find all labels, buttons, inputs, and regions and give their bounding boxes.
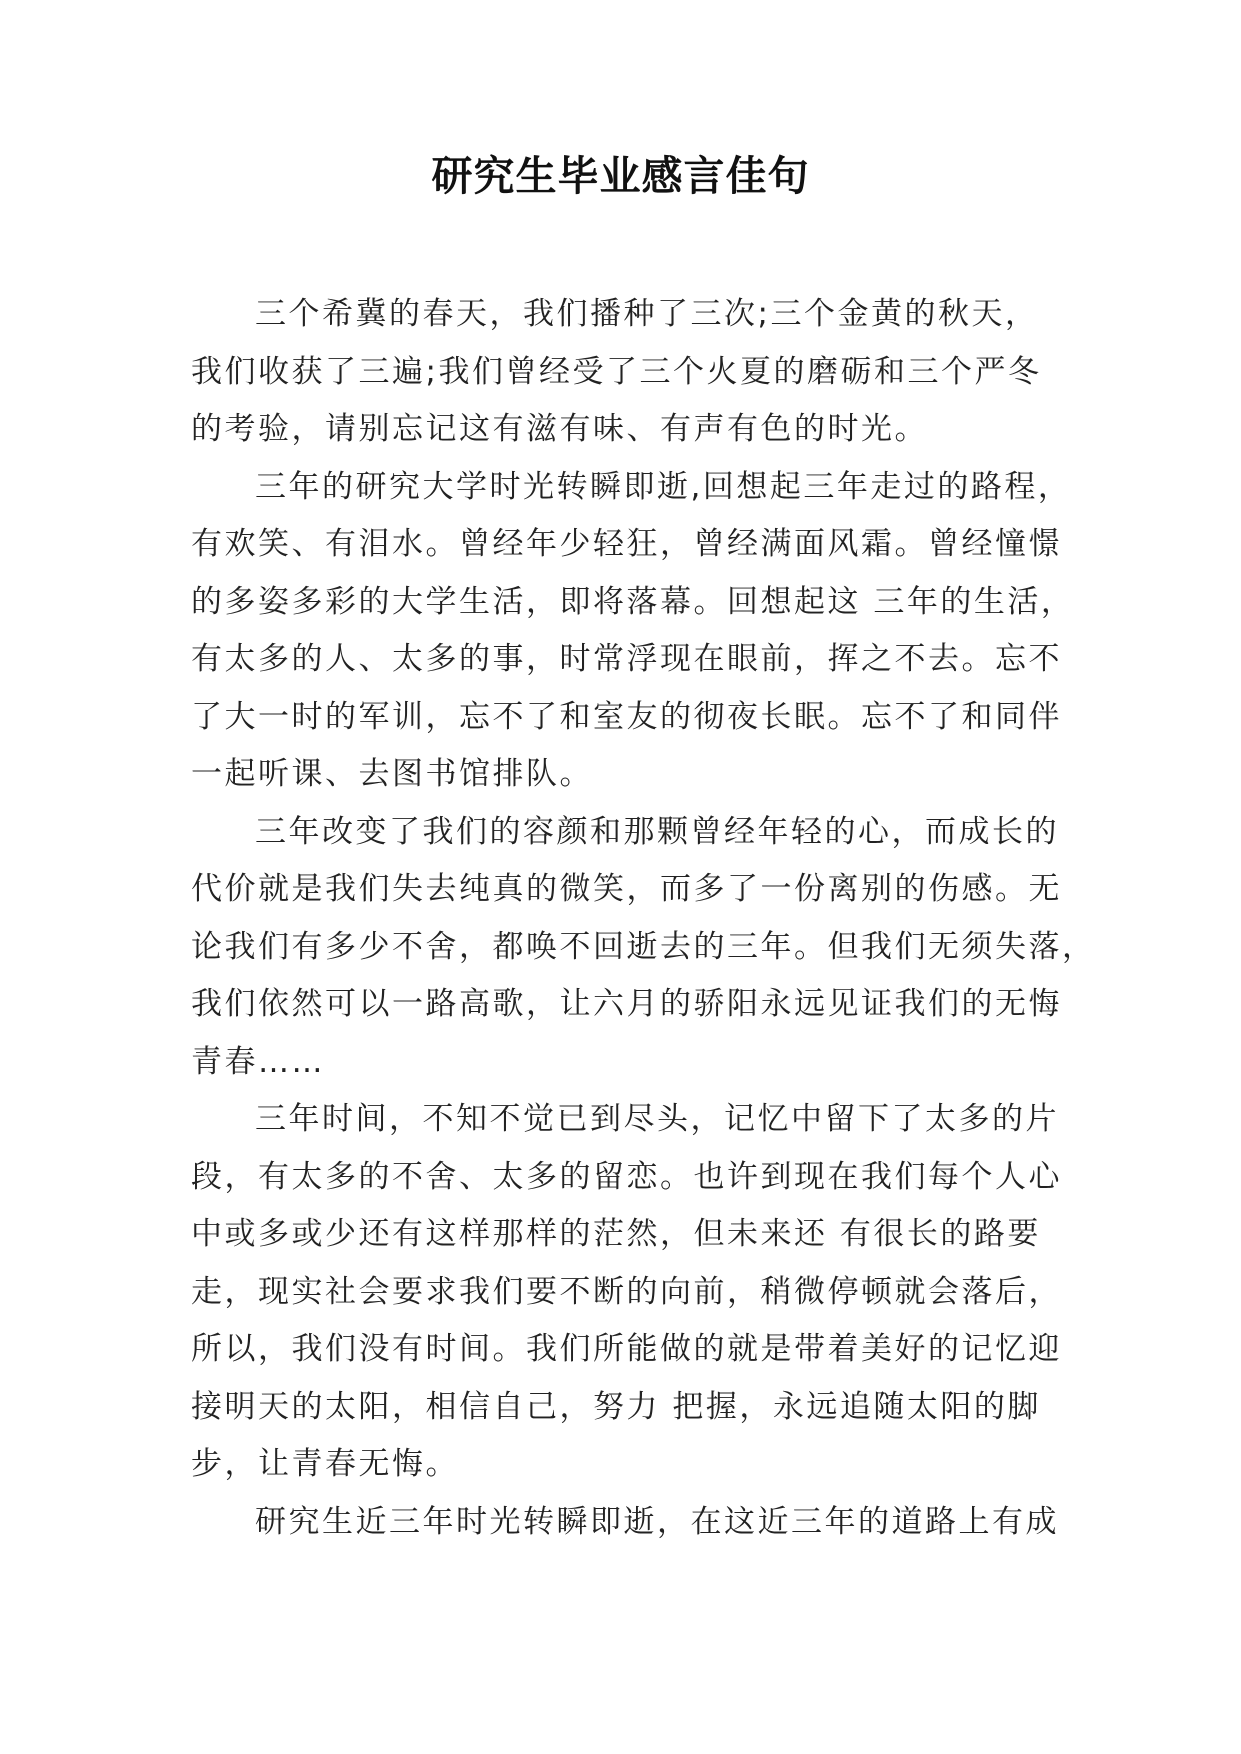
paragraph-1 (191, 286, 1051, 459)
paragraph-2 (191, 459, 1075, 804)
text-line: 我们收获了三遍;我们曾经受了三个火夏的磨砺和三个严冬 (191, 353, 1042, 390)
text-line: 步，让青春无悔。 (191, 1446, 459, 1482)
text-line: 代价就是我们失去纯真的微笑，而多了一份离别的伤感。无 (191, 871, 1062, 907)
page-title: 研究生毕业感言佳句 (431, 152, 810, 200)
text-line: 中或多或少还有这样那样的茫然，但未来还 有很长的路要 (191, 1216, 1041, 1252)
document-body (191, 286, 1096, 1551)
text-line: 的考验，请别忘记这有滋有味、有声有色的时光。 (191, 411, 928, 447)
text-line: 有太多的人、太多的事，时常浮现在眼前，挥之不去。忘不 (191, 641, 1062, 677)
text-line: 走，现实社会要求我们要不断的向前，稍微停顿就会落后， (191, 1273, 1062, 1310)
text-line: 的多姿多彩的大学生活，即将落幕。回想起这 三年的生活， (191, 583, 1075, 620)
text-line: 论我们有多少不舍，都唤不回逝去的三年。但我们无须失落， (191, 928, 1096, 965)
text-line: 接明天的太阳，相信自己，努力 把握，永远追随太阳的脚 (191, 1388, 1041, 1425)
text-line: 我们依然可以一路高歌，让六月的骄阳永远见证我们的无悔 (191, 986, 1062, 1022)
text-line: 一起听课、去图书馆排队。 (191, 756, 593, 792)
text-line: 三年的研究大学时光转瞬即逝,回想起三年走过的路程， (255, 468, 1072, 505)
text-line: 研究生近三年时光转瞬即逝，在这近三年的道路上有成 (255, 1503, 1059, 1540)
text-line: 青春…… (191, 1043, 325, 1080)
text-line: 所以，我们没有时间。我们所能做的就是带着美好的记忆迎 (191, 1331, 1062, 1367)
text-line: 三个希冀的春天，我们播种了三次;三个金黄的秋天， (255, 296, 1039, 332)
text-line: 了大一时的军训，忘不了和室友的彻夜长眠。忘不了和同伴 (191, 698, 1062, 735)
paragraph-5 (191, 1494, 1059, 1552)
text-line: 段，有太多的不舍、太多的留恋。也许到现在我们每个人心 (191, 1158, 1062, 1195)
paragraph-3 (191, 804, 1096, 1092)
text-line: 有欢笑、有泪水。曾经年少轻狂，曾经满面风霜。曾经憧憬 (191, 526, 1062, 562)
paragraph-4 (191, 1091, 1062, 1494)
text-line: 三年时间，不知不觉已到尽头，记忆中留下了太多的片 (255, 1101, 1059, 1137)
text-line: 三年改变了我们的容颜和那颗曾经年轻的心，而成长的 (255, 813, 1059, 850)
